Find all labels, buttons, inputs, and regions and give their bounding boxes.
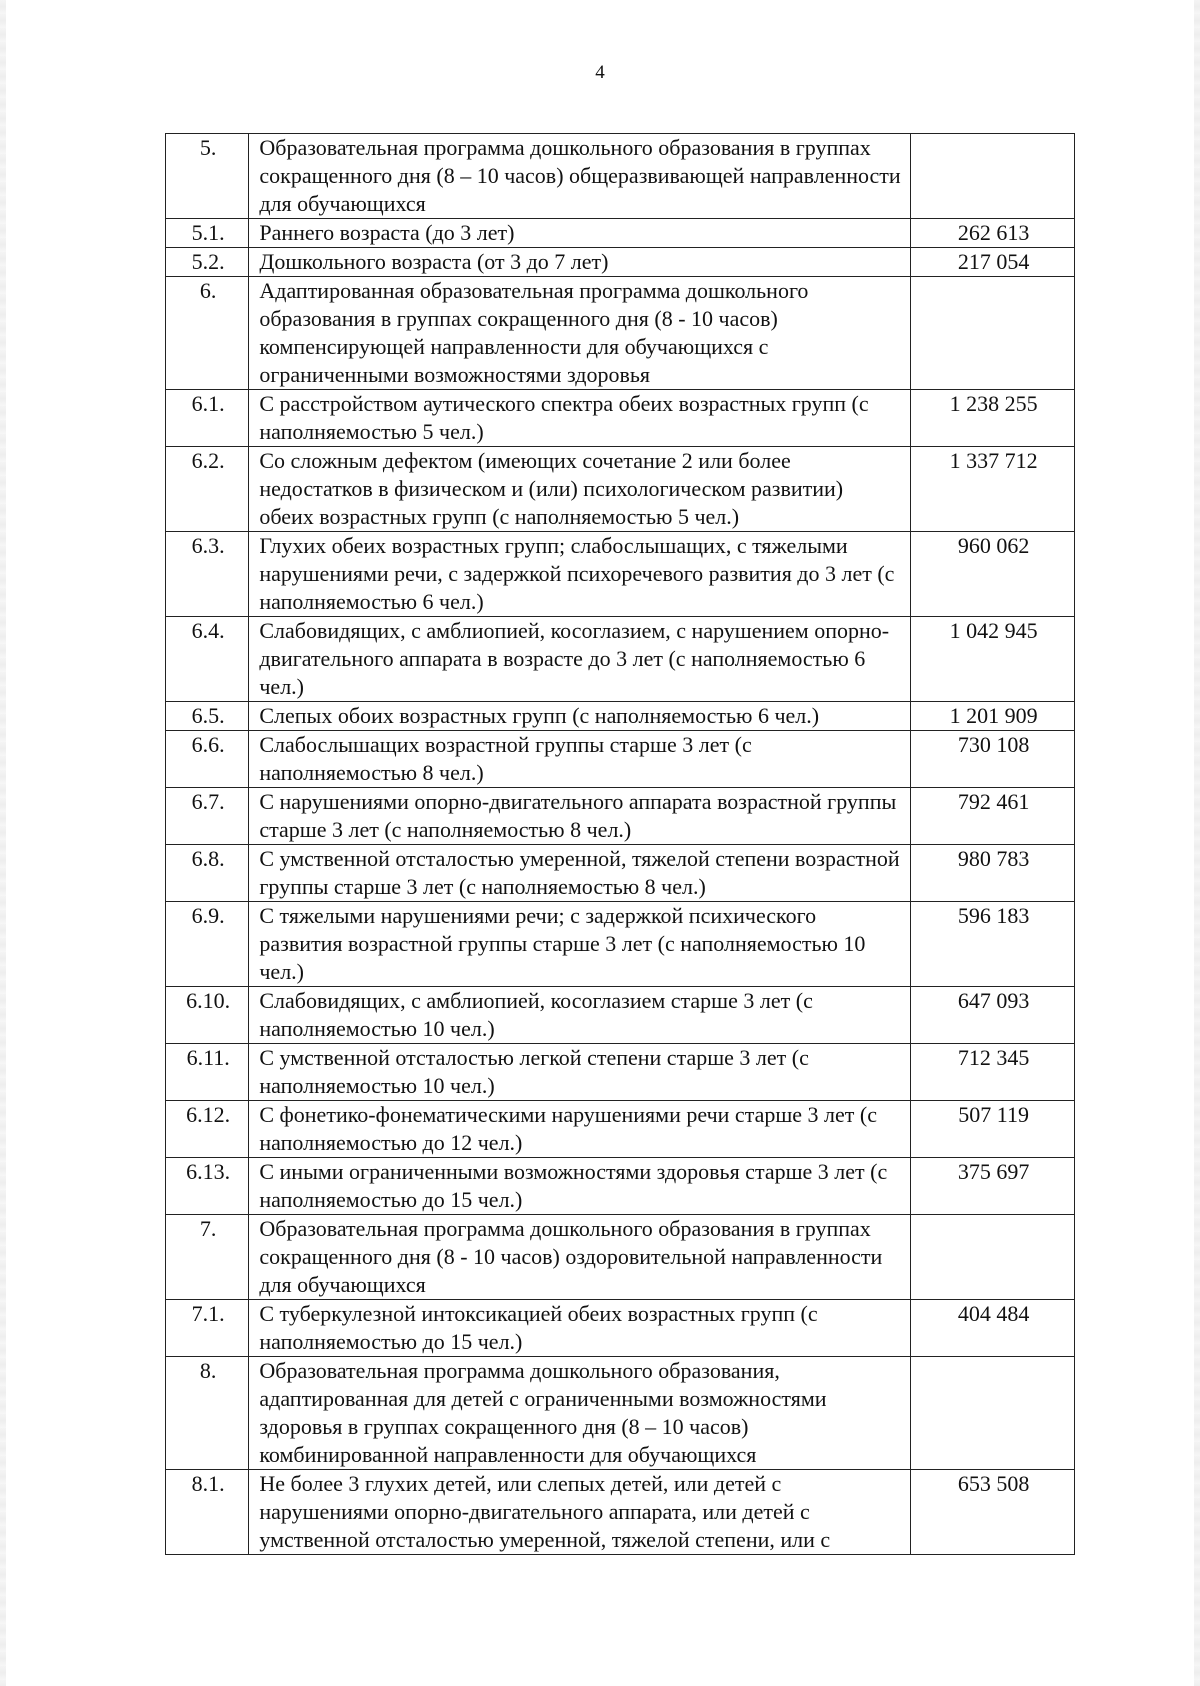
row-description: С фонетико-фонематическими нарушениями речи старше 3 лет (с наполняемостью до 12 чел.): [249, 1101, 911, 1158]
row-number: 6.2.: [166, 447, 249, 532]
row-value: 1 042 945: [911, 617, 1075, 702]
row-value: 1 238 255: [911, 390, 1075, 447]
table-row: [166, 617, 1075, 702]
row-number: 7.: [166, 1215, 249, 1300]
row-value: 980 783: [911, 845, 1075, 902]
row-description: Адаптированная образовательная программа дошкольного образования в группах сокращенного дня (8 - 10 часов) компенсирующей направленности для обучающихся с ограниченными возможностями здоровья: [249, 277, 911, 390]
table-row: [166, 1357, 1075, 1470]
row-value: [911, 134, 1075, 219]
row-value: 507 119: [911, 1101, 1075, 1158]
row-value: 217 054: [911, 248, 1075, 277]
row-value: [911, 277, 1075, 390]
table-row: [166, 1215, 1075, 1300]
table-row: [166, 1158, 1075, 1215]
row-number: 8.1.: [166, 1470, 249, 1555]
row-value: 730 108: [911, 731, 1075, 788]
tariff-table: [165, 133, 1075, 1555]
row-description: Со сложным дефектом (имеющих сочетание 2 или более недостатков в физическом и (или) психологическом развитии) обеих возрастных групп (с наполняемостью 5 чел.): [249, 447, 911, 532]
table-row: [166, 987, 1075, 1044]
table-row: [166, 902, 1075, 987]
row-number: 6.7.: [166, 788, 249, 845]
row-value: [911, 1215, 1075, 1300]
row-value: 404 484: [911, 1300, 1075, 1357]
table-row: [166, 277, 1075, 390]
row-number: 6.: [166, 277, 249, 390]
table-body: [166, 134, 1075, 1555]
row-value: 1 337 712: [911, 447, 1075, 532]
row-value: [911, 1357, 1075, 1470]
row-description: Слепых обоих возрастных групп (с наполняемостью 6 чел.): [249, 702, 911, 731]
row-number: 5.2.: [166, 248, 249, 277]
row-description: Образовательная программа дошкольного образования в группах сокращенного дня (8 – 10 часов) общеразвивающей направленности для обучающихся: [249, 134, 911, 219]
table-row: [166, 731, 1075, 788]
table-row: [166, 134, 1075, 219]
row-description: Слабовидящих, с амблиопией, косоглазием, с нарушением опорно-двигательного аппарата в возрасте до 3 лет (с наполняемостью 6 чел.): [249, 617, 911, 702]
page-number: 4: [595, 62, 605, 83]
row-description: С туберкулезной интоксикацией обеих возрастных групп (с наполняемостью до 15 чел.): [249, 1300, 911, 1357]
row-description: Слабовидящих, с амблиопией, косоглазием старше 3 лет (с наполняемостью 10 чел.): [249, 987, 911, 1044]
table-row: [166, 1300, 1075, 1357]
row-number: 5.: [166, 134, 249, 219]
scan-edge-left: [0, 0, 6, 1686]
row-number: 6.10.: [166, 987, 249, 1044]
row-description: Слабослышащих возрастной группы старше 3 лет (с наполняемостью 8 чел.): [249, 731, 911, 788]
row-number: 7.1.: [166, 1300, 249, 1357]
row-number: 6.4.: [166, 617, 249, 702]
row-description: Раннего возраста (до 3 лет): [249, 219, 911, 248]
row-number: 6.5.: [166, 702, 249, 731]
row-value: 653 508: [911, 1470, 1075, 1555]
row-number: 6.6.: [166, 731, 249, 788]
row-value: 960 062: [911, 532, 1075, 617]
table-row: [166, 390, 1075, 447]
row-description: С иными ограниченными возможностями здоровья старше 3 лет (с наполняемостью до 15 чел.): [249, 1158, 911, 1215]
table-row: [166, 248, 1075, 277]
row-number: 6.12.: [166, 1101, 249, 1158]
row-value: 596 183: [911, 902, 1075, 987]
row-number: 6.1.: [166, 390, 249, 447]
scan-edge-right: [1194, 0, 1200, 1686]
row-value: 792 461: [911, 788, 1075, 845]
row-number: 6.11.: [166, 1044, 249, 1101]
row-number: 6.9.: [166, 902, 249, 987]
row-number: 6.3.: [166, 532, 249, 617]
table-row: [166, 532, 1075, 617]
table-row: [166, 1044, 1075, 1101]
row-description: Образовательная программа дошкольного образования, адаптированная для детей с ограниченными возможностями здоровья в группах сокращенного дня (8 – 10 часов) комбинированной направленности для обучающихся: [249, 1357, 911, 1470]
table-row: [166, 702, 1075, 731]
table-row: [166, 788, 1075, 845]
table-row: [166, 1470, 1075, 1555]
row-description: Образовательная программа дошкольного образования в группах сокращенного дня (8 - 10 часов) оздоровительной направленности для обучающихся: [249, 1215, 911, 1300]
row-value: 1 201 909: [911, 702, 1075, 731]
row-number: 8.: [166, 1357, 249, 1470]
row-value: 375 697: [911, 1158, 1075, 1215]
row-description: С тяжелыми нарушениями речи; с задержкой психического развития возрастной группы старше 3 лет (с наполняемостью 10 чел.): [249, 902, 911, 987]
row-description: Глухих обеих возрастных групп; слабослышащих, с тяжелыми нарушениями речи, с задержкой психоречевого развития до 3 лет (с наполняемостью 6 чел.): [249, 532, 911, 617]
row-description: С нарушениями опорно-двигательного аппарата возрастной группы старше 3 лет (с наполняемостью 8 чел.): [249, 788, 911, 845]
table-row: [166, 845, 1075, 902]
table-row: [166, 1101, 1075, 1158]
row-value: 647 093: [911, 987, 1075, 1044]
table-row: [166, 219, 1075, 248]
row-value: 262 613: [911, 219, 1075, 248]
row-description: Не более 3 глухих детей, или слепых детей, или детей с нарушениями опорно-двигательного аппарата, или детей с умственной отсталостью умеренной, тяжелой степени, или с: [249, 1470, 911, 1555]
table-row: [166, 447, 1075, 532]
row-number: 5.1.: [166, 219, 249, 248]
row-value: 712 345: [911, 1044, 1075, 1101]
row-number: 6.13.: [166, 1158, 249, 1215]
row-description: С умственной отсталостью умеренной, тяжелой степени возрастной группы старше 3 лет (с наполняемостью 8 чел.): [249, 845, 911, 902]
row-description: Дошкольного возраста (от 3 до 7 лет): [249, 248, 911, 277]
row-description: С расстройством аутического спектра обеих возрастных групп (с наполняемостью 5 чел.): [249, 390, 911, 447]
row-description: С умственной отсталостью легкой степени старше 3 лет (с наполняемостью 10 чел.): [249, 1044, 911, 1101]
row-number: 6.8.: [166, 845, 249, 902]
